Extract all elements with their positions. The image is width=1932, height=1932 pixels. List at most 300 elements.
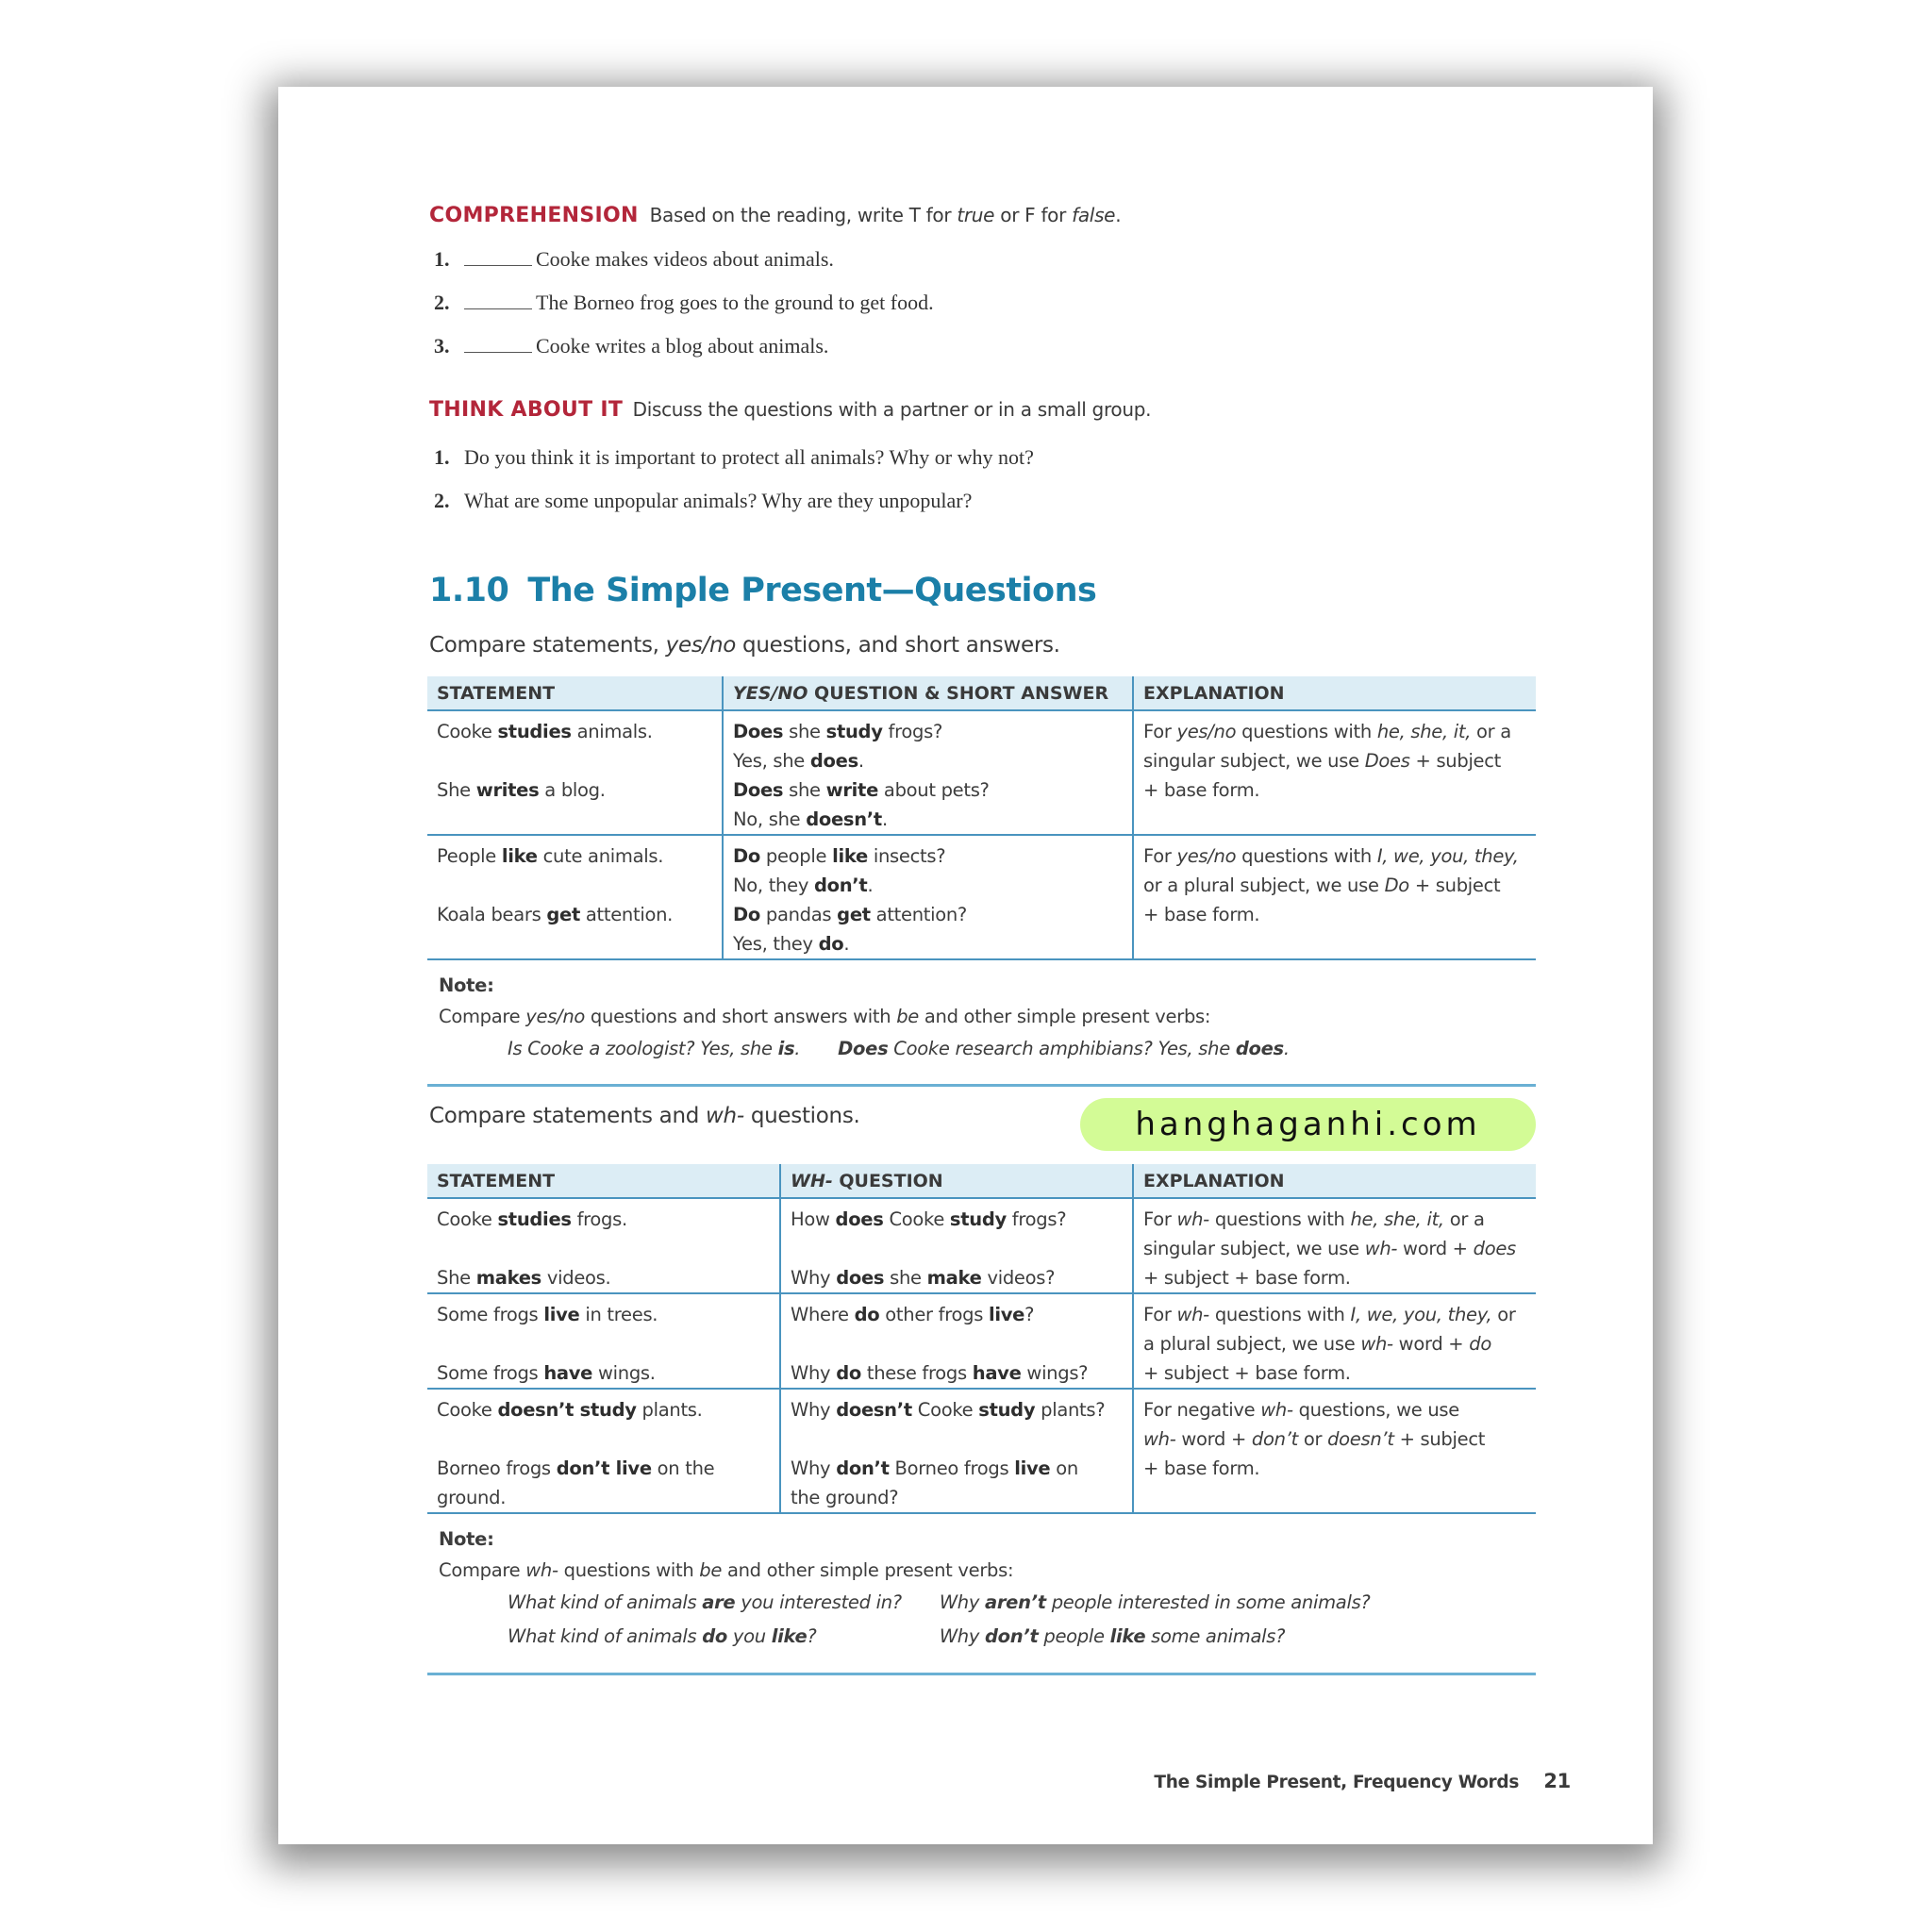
text-segment: attention. — [579, 904, 674, 925]
table2-note-example-1 — [508, 1586, 902, 1620]
item-number: 1. — [434, 445, 450, 469]
page-footer — [1154, 1770, 1571, 1792]
text-segment: Yes, she — [733, 750, 810, 772]
bold-verb: does — [809, 750, 858, 772]
comprehension-instruction — [650, 204, 1122, 226]
yes-no-questions-table — [427, 676, 1536, 960]
ex-bold: Does — [838, 1038, 889, 1059]
cell-line — [1143, 841, 1526, 871]
italic-term: wh- — [1176, 1208, 1209, 1230]
text-segment: She — [437, 1267, 476, 1289]
cell-line — [791, 1483, 1123, 1512]
table1-intro — [429, 633, 1060, 658]
bold-verb: Do — [733, 904, 760, 925]
text-segment: Why — [791, 1362, 837, 1384]
item-text: Cooke writes a blog about animals. — [536, 334, 829, 358]
cell-line — [791, 1329, 1123, 1358]
table1-note-examples — [427, 1032, 1536, 1065]
text-segment: word + — [1397, 1238, 1474, 1259]
cell-line — [1143, 900, 1526, 929]
text-segment: No, they — [733, 874, 814, 896]
table2-intro-pre: Compare statements and — [429, 1104, 707, 1128]
text-segment: questions with — [1236, 845, 1377, 867]
text-segment: animals. — [571, 721, 653, 742]
watermark-badge — [1080, 1098, 1536, 1151]
cell-line — [791, 1205, 1123, 1234]
text-segment: Cooke — [883, 1208, 950, 1230]
text-segment: a blog. — [539, 779, 606, 801]
ex-part: What kind of animals — [508, 1625, 703, 1647]
header-statement: STATEMENT — [427, 676, 723, 710]
bold-verb: study — [978, 1399, 1036, 1421]
explanation-cell — [1133, 835, 1536, 959]
italic-term: Do — [1384, 874, 1409, 896]
ex-part: Why — [939, 1625, 985, 1647]
ex-part: . — [1283, 1038, 1290, 1059]
text-segment: + subject — [1393, 1428, 1486, 1450]
text-segment: + subject + base form. — [1143, 1267, 1351, 1289]
text-segment: she — [783, 721, 826, 742]
cell-line — [791, 1358, 1123, 1388]
table-row — [427, 710, 1536, 835]
item-text: The Borneo frog goes to the ground to get food. — [536, 291, 934, 314]
text-segment: How — [791, 1208, 836, 1230]
cell-spacer — [437, 871, 712, 900]
cell-line — [1143, 1454, 1526, 1483]
cell-line — [1143, 1205, 1526, 1234]
cell-spacer — [437, 746, 712, 775]
text-segment: a plural subject, we use — [1143, 1333, 1361, 1355]
table1-note-text — [427, 1001, 1536, 1032]
text-segment: or a — [1443, 1208, 1485, 1230]
text-segment: pandas — [759, 904, 838, 925]
table1-note-example-1 — [508, 1032, 800, 1065]
italic-term: Does — [1364, 750, 1410, 772]
cell-line — [791, 1454, 1123, 1483]
cell-line — [1143, 1263, 1526, 1292]
text-segment: Borneo frogs — [889, 1457, 1015, 1479]
bold-verb: get — [546, 904, 580, 925]
table2-intro-em: wh- — [706, 1104, 744, 1128]
bold-verb: Does — [733, 779, 784, 801]
text-segment: Cooke — [437, 1208, 498, 1230]
note-em: yes/no — [525, 1006, 586, 1027]
note-mid: questions and short answers with — [585, 1006, 897, 1027]
text-segment: singular subject, we use — [1143, 750, 1365, 772]
bold-verb: write — [825, 779, 879, 801]
cell-line — [733, 717, 1123, 746]
question-cell — [723, 710, 1133, 835]
header-statement: STATEMENT — [427, 1164, 780, 1198]
cell-line — [437, 1454, 770, 1483]
text-segment: Cooke — [437, 1399, 498, 1421]
ex-part: some animals? — [1145, 1625, 1286, 1647]
text-segment: + subject — [1409, 750, 1502, 772]
question-cell — [780, 1198, 1133, 1293]
italic-term: I, we, you, they, — [1350, 1304, 1492, 1325]
page-number: 21 — [1543, 1770, 1571, 1792]
cell-line — [437, 841, 712, 871]
text-segment: For — [1143, 721, 1177, 742]
text-segment: she — [884, 1267, 927, 1289]
bold-verb: live — [988, 1304, 1025, 1325]
statement-cell — [427, 835, 723, 959]
text-segment: Cooke — [437, 721, 498, 742]
text-segment: attention? — [870, 904, 967, 925]
item-text: Cooke makes videos about animals. — [536, 247, 834, 271]
item-number: 2. — [434, 291, 450, 314]
bold-verb: don’t — [836, 1457, 890, 1479]
text-segment: questions, we use — [1292, 1399, 1459, 1421]
italic-term: wh- — [1364, 1238, 1398, 1259]
bold-verb: does — [836, 1267, 885, 1289]
ex-bold: like — [771, 1625, 808, 1647]
text-segment: . — [881, 808, 888, 830]
text-segment: Some frogs — [437, 1304, 544, 1325]
header-explanation: EXPLANATION — [1133, 1164, 1536, 1198]
text-segment: about pets? — [878, 779, 990, 801]
text-segment: . — [843, 933, 850, 955]
cell-line — [733, 841, 1123, 871]
cell-line — [733, 900, 1123, 929]
text-segment: No, she — [733, 808, 807, 830]
text-segment: on the — [651, 1457, 715, 1479]
cell-line — [1143, 746, 1526, 775]
cell-line — [733, 775, 1123, 805]
note-post: and other simple present verbs: — [722, 1559, 1014, 1581]
italic-term: does — [1473, 1238, 1516, 1259]
table1-note-example-2 — [838, 1032, 1290, 1065]
ex-bold: aren’t — [985, 1591, 1046, 1613]
table1-intro-em: yes/no — [665, 633, 737, 658]
note-pre: Compare — [439, 1559, 526, 1581]
text-segment: . — [858, 750, 864, 772]
think-about-it-label: THINK ABOUT IT — [429, 398, 624, 422]
text-segment: insects? — [867, 845, 946, 867]
ex-part: What kind of animals — [508, 1591, 703, 1613]
cell-line — [437, 1234, 770, 1263]
ex-bold: like — [1109, 1625, 1146, 1647]
table1-note-label: Note: — [439, 974, 494, 996]
text-segment: word + — [1175, 1428, 1252, 1450]
header-explanation: EXPLANATION — [1133, 676, 1536, 710]
bold-verb: doesn’t — [806, 808, 882, 830]
comprehension-item — [434, 247, 834, 272]
text-segment: or — [1491, 1304, 1516, 1325]
text-segment: frogs. — [571, 1208, 627, 1230]
answer-blank[interactable] — [464, 264, 532, 266]
header-rest: QUESTION — [832, 1170, 943, 1191]
bold-verb: like — [832, 845, 868, 867]
watermark-text: hanghaganhi.com — [1135, 1106, 1481, 1143]
cell-line — [437, 900, 712, 929]
cell-line — [791, 1300, 1123, 1329]
comprehension-item — [434, 334, 828, 358]
cell-line — [791, 1424, 1123, 1454]
think-about-it-instruction: Discuss the questions with a partner or in a small group. — [632, 398, 1152, 421]
text-segment: cute animals. — [537, 845, 664, 867]
text-segment: these frogs — [860, 1362, 973, 1384]
cell-line — [1143, 775, 1526, 805]
italic-term: wh- — [1260, 1399, 1293, 1421]
text-segment: videos? — [981, 1267, 1056, 1289]
ex-part: Cooke research amphibians? Yes, she — [888, 1038, 1236, 1059]
text-segment: For negative — [1143, 1399, 1261, 1421]
bold-verb: do — [818, 933, 844, 955]
bold-verb: study — [949, 1208, 1007, 1230]
text-segment: wings? — [1021, 1362, 1089, 1384]
cell-line — [1143, 1424, 1526, 1454]
text-segment: word + — [1392, 1333, 1470, 1355]
discussion-question — [434, 489, 972, 513]
bold-verb: make — [926, 1267, 982, 1289]
text-segment: She — [437, 779, 476, 801]
ex-bold: do — [702, 1625, 727, 1647]
table2-note — [427, 1524, 1536, 1675]
text-segment: For — [1143, 845, 1177, 867]
statement-cell — [427, 1389, 780, 1513]
italic-term: I, we, you, they, — [1376, 845, 1519, 867]
bold-verb: do — [854, 1304, 880, 1325]
section-number: 1.10 — [429, 572, 509, 609]
ex-part: people interested in some animals? — [1045, 1591, 1371, 1613]
bold-verb: Do — [733, 845, 760, 867]
question-cell — [780, 1389, 1133, 1513]
text-segment: other frogs — [879, 1304, 989, 1325]
text-segment: people — [759, 845, 833, 867]
italic-term: don’t — [1251, 1428, 1298, 1450]
cell-line — [437, 1424, 770, 1454]
text-segment: questions with — [1236, 721, 1377, 742]
cell-line — [1143, 1300, 1526, 1329]
explanation-cell — [1133, 1198, 1536, 1293]
bold-verb: don’t live — [556, 1457, 652, 1479]
ex-bold: are — [702, 1591, 736, 1613]
table1-note — [427, 970, 1536, 1087]
text-segment: on — [1050, 1457, 1078, 1479]
bold-verb: does — [835, 1208, 884, 1230]
italic-term: do — [1469, 1333, 1491, 1355]
think-about-it-heading — [429, 398, 1151, 422]
bold-verb: doesn’t — [836, 1399, 912, 1421]
cell-line — [733, 929, 1123, 958]
text-segment: videos. — [541, 1267, 611, 1289]
text-segment: + subject + base form. — [1143, 1362, 1351, 1384]
bold-verb: live — [1014, 1457, 1051, 1479]
ex-part: Is Cooke a zoologist? Yes, she — [508, 1038, 778, 1059]
text-segment: + base form. — [1143, 779, 1260, 801]
cell-line — [437, 1395, 770, 1424]
note-em: wh- — [525, 1559, 558, 1581]
explanation-cell — [1133, 1293, 1536, 1389]
explanation-cell — [1133, 1389, 1536, 1513]
cell-line — [1143, 1395, 1526, 1424]
text-segment: questions with — [1208, 1304, 1351, 1325]
bold-verb: Does — [733, 721, 784, 742]
instruction-false: false — [1072, 204, 1116, 226]
table2-note-example-3 — [508, 1620, 902, 1654]
text-segment: or a — [1471, 721, 1511, 742]
table1-bottom-rule — [427, 1084, 1536, 1087]
ex-bold: don’t — [985, 1625, 1039, 1647]
bold-verb: live — [543, 1304, 580, 1325]
text-segment: she — [783, 779, 826, 801]
italic-term: he, she, it, — [1350, 1208, 1444, 1230]
text-segment: or — [1297, 1428, 1328, 1450]
bold-verb: studies — [497, 1208, 572, 1230]
table2-note-label: Note: — [439, 1528, 494, 1550]
note-em2: be — [699, 1559, 723, 1581]
item-number: 1. — [434, 247, 450, 271]
ex-part: people — [1038, 1625, 1110, 1647]
bold-verb: study — [825, 721, 883, 742]
bold-verb: do — [836, 1362, 861, 1384]
cell-line — [437, 1358, 770, 1388]
item-number: 2. — [434, 489, 450, 512]
ex-part: . — [794, 1038, 801, 1059]
table2-intro — [429, 1104, 860, 1128]
bold-verb: don’t — [813, 874, 868, 896]
text-segment: the ground? — [791, 1487, 899, 1508]
cell-line — [1143, 871, 1526, 900]
text-segment: + base form. — [1143, 904, 1260, 925]
bold-verb: writes — [475, 779, 540, 801]
comprehension-label: COMPREHENSION — [429, 204, 639, 227]
text-segment: in trees. — [579, 1304, 658, 1325]
table1-intro-post: questions, and short answers. — [736, 633, 1060, 658]
note-em2: be — [896, 1006, 919, 1027]
text-segment: Yes, they — [733, 933, 819, 955]
italic-term: wh- — [1360, 1333, 1393, 1355]
bold-verb: doesn’t study — [497, 1399, 637, 1421]
bold-verb: get — [837, 904, 871, 925]
header-wh-question — [780, 1164, 1133, 1198]
cell-line — [791, 1234, 1123, 1263]
cell-line — [437, 1205, 770, 1234]
ex-part: you — [727, 1625, 772, 1647]
ex-bold: is — [777, 1038, 795, 1059]
instruction-true: true — [957, 204, 995, 226]
note-pre: Compare — [439, 1006, 526, 1027]
table-row — [427, 835, 1536, 959]
text-segment: Why — [791, 1267, 837, 1289]
header-yes-no-question — [723, 676, 1133, 710]
instruction-mid: or F for — [994, 204, 1073, 226]
answer-blank[interactable] — [464, 351, 532, 353]
text-segment: ground. — [437, 1487, 507, 1508]
text-segment: frogs? — [882, 721, 942, 742]
text-segment: plants. — [636, 1399, 703, 1421]
italic-term: yes/no — [1176, 721, 1237, 742]
text-segment: Koala bears — [437, 904, 547, 925]
comprehension-heading — [429, 204, 1121, 227]
cell-line — [437, 1329, 770, 1358]
text-segment: wings. — [592, 1362, 656, 1384]
text-segment: singular subject, we use — [1143, 1238, 1365, 1259]
text-segment: Where — [791, 1304, 855, 1325]
text-segment: Why — [791, 1399, 837, 1421]
header-em: YES/NO — [733, 682, 808, 704]
cell-line — [437, 1263, 770, 1292]
text-segment: questions with — [1208, 1208, 1351, 1230]
item-text: Do you think it is important to protect all animals? Why or why not? — [464, 445, 1034, 469]
discussion-question — [434, 445, 1034, 470]
instruction-end: . — [1115, 204, 1122, 226]
cell-line — [1143, 1234, 1526, 1263]
comprehension-item — [434, 291, 934, 315]
question-cell — [723, 835, 1133, 959]
question-cell — [780, 1293, 1133, 1389]
table-row — [427, 1293, 1536, 1389]
item-number: 3. — [434, 334, 450, 358]
statement-cell — [427, 710, 723, 835]
text-segment: People — [437, 845, 502, 867]
text-segment: For — [1143, 1208, 1177, 1230]
bold-verb: have — [543, 1362, 593, 1384]
table2-note-example-4 — [940, 1620, 1371, 1654]
cell-line — [791, 1263, 1123, 1292]
note-mid: questions with — [558, 1559, 700, 1581]
text-segment: plants? — [1035, 1399, 1106, 1421]
cell-line — [1143, 717, 1526, 746]
note-post: and other simple present verbs: — [918, 1006, 1211, 1027]
text-segment: + subject — [1408, 874, 1501, 896]
section-title-text: The Simple Present—Questions — [527, 572, 1097, 609]
cell-line — [1143, 1329, 1526, 1358]
table-header-row — [427, 1164, 1536, 1198]
text-segment: ? — [1024, 1304, 1035, 1325]
text-segment: Borneo frogs — [437, 1457, 557, 1479]
ex-part: ? — [807, 1625, 817, 1647]
text-segment: . — [867, 874, 874, 896]
ex-part: Why — [939, 1591, 985, 1613]
table2-intro-post: questions. — [743, 1104, 860, 1128]
instruction-prefix: Based on the reading, write T for — [649, 204, 958, 226]
cell-line — [791, 1395, 1123, 1424]
ex-bold: does — [1235, 1038, 1284, 1059]
text-segment: + base form. — [1143, 1457, 1260, 1479]
cell-line — [437, 1483, 770, 1512]
text-segment: For — [1143, 1304, 1177, 1325]
table-row — [427, 1198, 1536, 1293]
header-em: WH- — [791, 1170, 833, 1191]
wh-questions-table — [427, 1164, 1536, 1514]
text-segment: Some frogs — [437, 1362, 544, 1384]
table2-note-text — [427, 1555, 1536, 1586]
table1-intro-pre: Compare statements, — [429, 633, 666, 658]
italic-term: he, she, it, — [1376, 721, 1472, 742]
answer-blank[interactable] — [464, 308, 532, 309]
footer-chapter-title: The Simple Present, Frequency Words — [1154, 1773, 1520, 1792]
bold-verb: have — [972, 1362, 1022, 1384]
cell-line — [1143, 1358, 1526, 1388]
italic-term: wh- — [1176, 1304, 1209, 1325]
cell-line — [437, 717, 712, 746]
cell-line — [437, 775, 712, 805]
section-title — [429, 572, 1096, 609]
explanation-cell — [1133, 710, 1536, 835]
italic-term: wh- — [1143, 1428, 1176, 1450]
table-header-row — [427, 676, 1536, 710]
table2-note-example-2 — [940, 1586, 1371, 1620]
text-segment: Cooke — [911, 1399, 979, 1421]
ex-part: you interested in? — [735, 1591, 902, 1613]
cell-line — [733, 746, 1123, 775]
table2-bottom-rule — [427, 1673, 1536, 1675]
item-text: What are some unpopular animals? Why are they unpopular? — [464, 489, 973, 512]
header-rest: QUESTION & SHORT ANSWER — [808, 682, 1109, 704]
cell-line — [733, 871, 1123, 900]
